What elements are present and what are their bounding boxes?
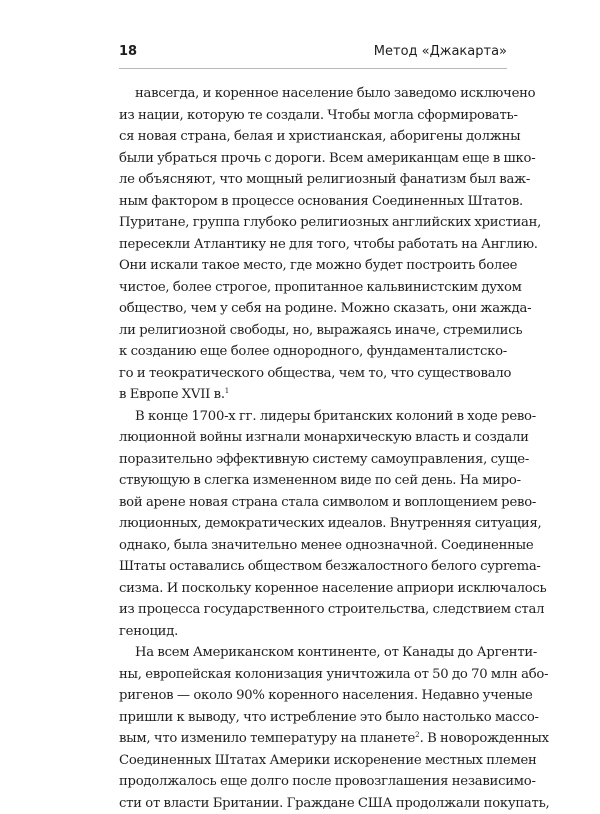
text-line: В конце 1700-х гг. лидеры британских колоний в ходе рево- bbox=[119, 406, 507, 428]
paragraph bbox=[119, 406, 507, 643]
text-line: общество, чем у себя на родине. Можно сказать, они жажда- bbox=[119, 298, 507, 320]
text-line bbox=[119, 621, 507, 643]
text-line: из процесса государственного строительства, следствием стал bbox=[119, 599, 507, 621]
text-fragment: . В новорожденных bbox=[420, 731, 549, 746]
text-line: продолжалось еще долго после провозглашения независимо- bbox=[119, 771, 507, 793]
page-number: 18 bbox=[119, 44, 137, 59]
text-line: ригенов — около 90% коренного населения. Недавно ученые bbox=[119, 685, 507, 707]
text-line: ным фактором в процессе основания Соединенных Штатов. bbox=[119, 191, 507, 213]
text-line: к созданию еще более однородного, фундаменталистско- bbox=[119, 341, 507, 363]
text-line: сти от власти Британии. Граждане США продолжали покупать, bbox=[119, 793, 507, 814]
text-line: люционных, демократических идеалов. Внутренняя ситуация, bbox=[119, 513, 507, 535]
text-line: Пуритане, группа глубоко религиозных английских христиан, bbox=[119, 212, 507, 234]
text-line: вой арене новая страна стала символом и воплощением рево- bbox=[119, 492, 507, 514]
text-line bbox=[119, 384, 507, 406]
text-line: ле объясняют, что мощный религиозный фанатизм был важ- bbox=[119, 169, 507, 191]
text-line: го и теократического общества, чем то, что существовало bbox=[119, 363, 507, 385]
text-line: ли религиозной свободы, но, выражаясь иначе, стремились bbox=[119, 320, 507, 342]
running-head bbox=[119, 44, 507, 64]
header-rule bbox=[119, 68, 507, 69]
text-line: люционной войны изгнали монархическую власть и создали bbox=[119, 427, 507, 449]
paragraph bbox=[119, 642, 507, 814]
running-title: Метод «Джакарта» bbox=[374, 44, 507, 59]
text-line: поразительно эффективную систему самоуправления, суще- bbox=[119, 449, 507, 471]
body-text bbox=[119, 83, 507, 814]
text-fragment: геноцид. bbox=[119, 624, 178, 639]
text-line: пришли к выводу, что истребление это было настолько массо- bbox=[119, 707, 507, 729]
text-line: Соединенных Штатах Америки искоренение местных племен bbox=[119, 750, 507, 772]
footnote-marker[interactable]: 2 bbox=[415, 731, 419, 739]
text-line: Штаты оставались обществом безжалостного белого суprema- bbox=[119, 556, 507, 578]
text-line: Они искали такое место, где можно будет построить более bbox=[119, 255, 507, 277]
text-line: из нации, которую те создали. Чтобы могла сформировать- bbox=[119, 105, 507, 127]
text-line: ны, европейская колонизация уничтожила от 50 до 70 млн або- bbox=[119, 664, 507, 686]
text-line: ствующую в слегка измененном виде по сей день. На миро- bbox=[119, 470, 507, 492]
text-line: чистое, более строгое, пропитанное кальвинистским духом bbox=[119, 277, 507, 299]
paragraph bbox=[119, 83, 507, 406]
text-fragment: в Европе XVII в. bbox=[119, 387, 225, 402]
text-line: На всем Американском континенте, от Канады до Аргенти- bbox=[119, 642, 507, 664]
text-line: навсегда, и коренное население было заведомо исключено bbox=[119, 83, 507, 105]
text-line: однако, была значительно менее однозначной. Соединенные bbox=[119, 535, 507, 557]
footnote-marker[interactable]: 1 bbox=[225, 387, 229, 395]
text-line: ся новая страна, белая и христианская, аборигены должны bbox=[119, 126, 507, 148]
text-fragment: вым, что изменило температуру на планете bbox=[119, 731, 415, 746]
text-line bbox=[119, 728, 507, 750]
text-line: пересекли Атлантику не для того, чтобы работать на Англию. bbox=[119, 234, 507, 256]
text-line: были убраться прочь с дороги. Всем американцам еще в шко- bbox=[119, 148, 507, 170]
text-line: сизма. И поскольку коренное население априори исключалось bbox=[119, 578, 507, 600]
